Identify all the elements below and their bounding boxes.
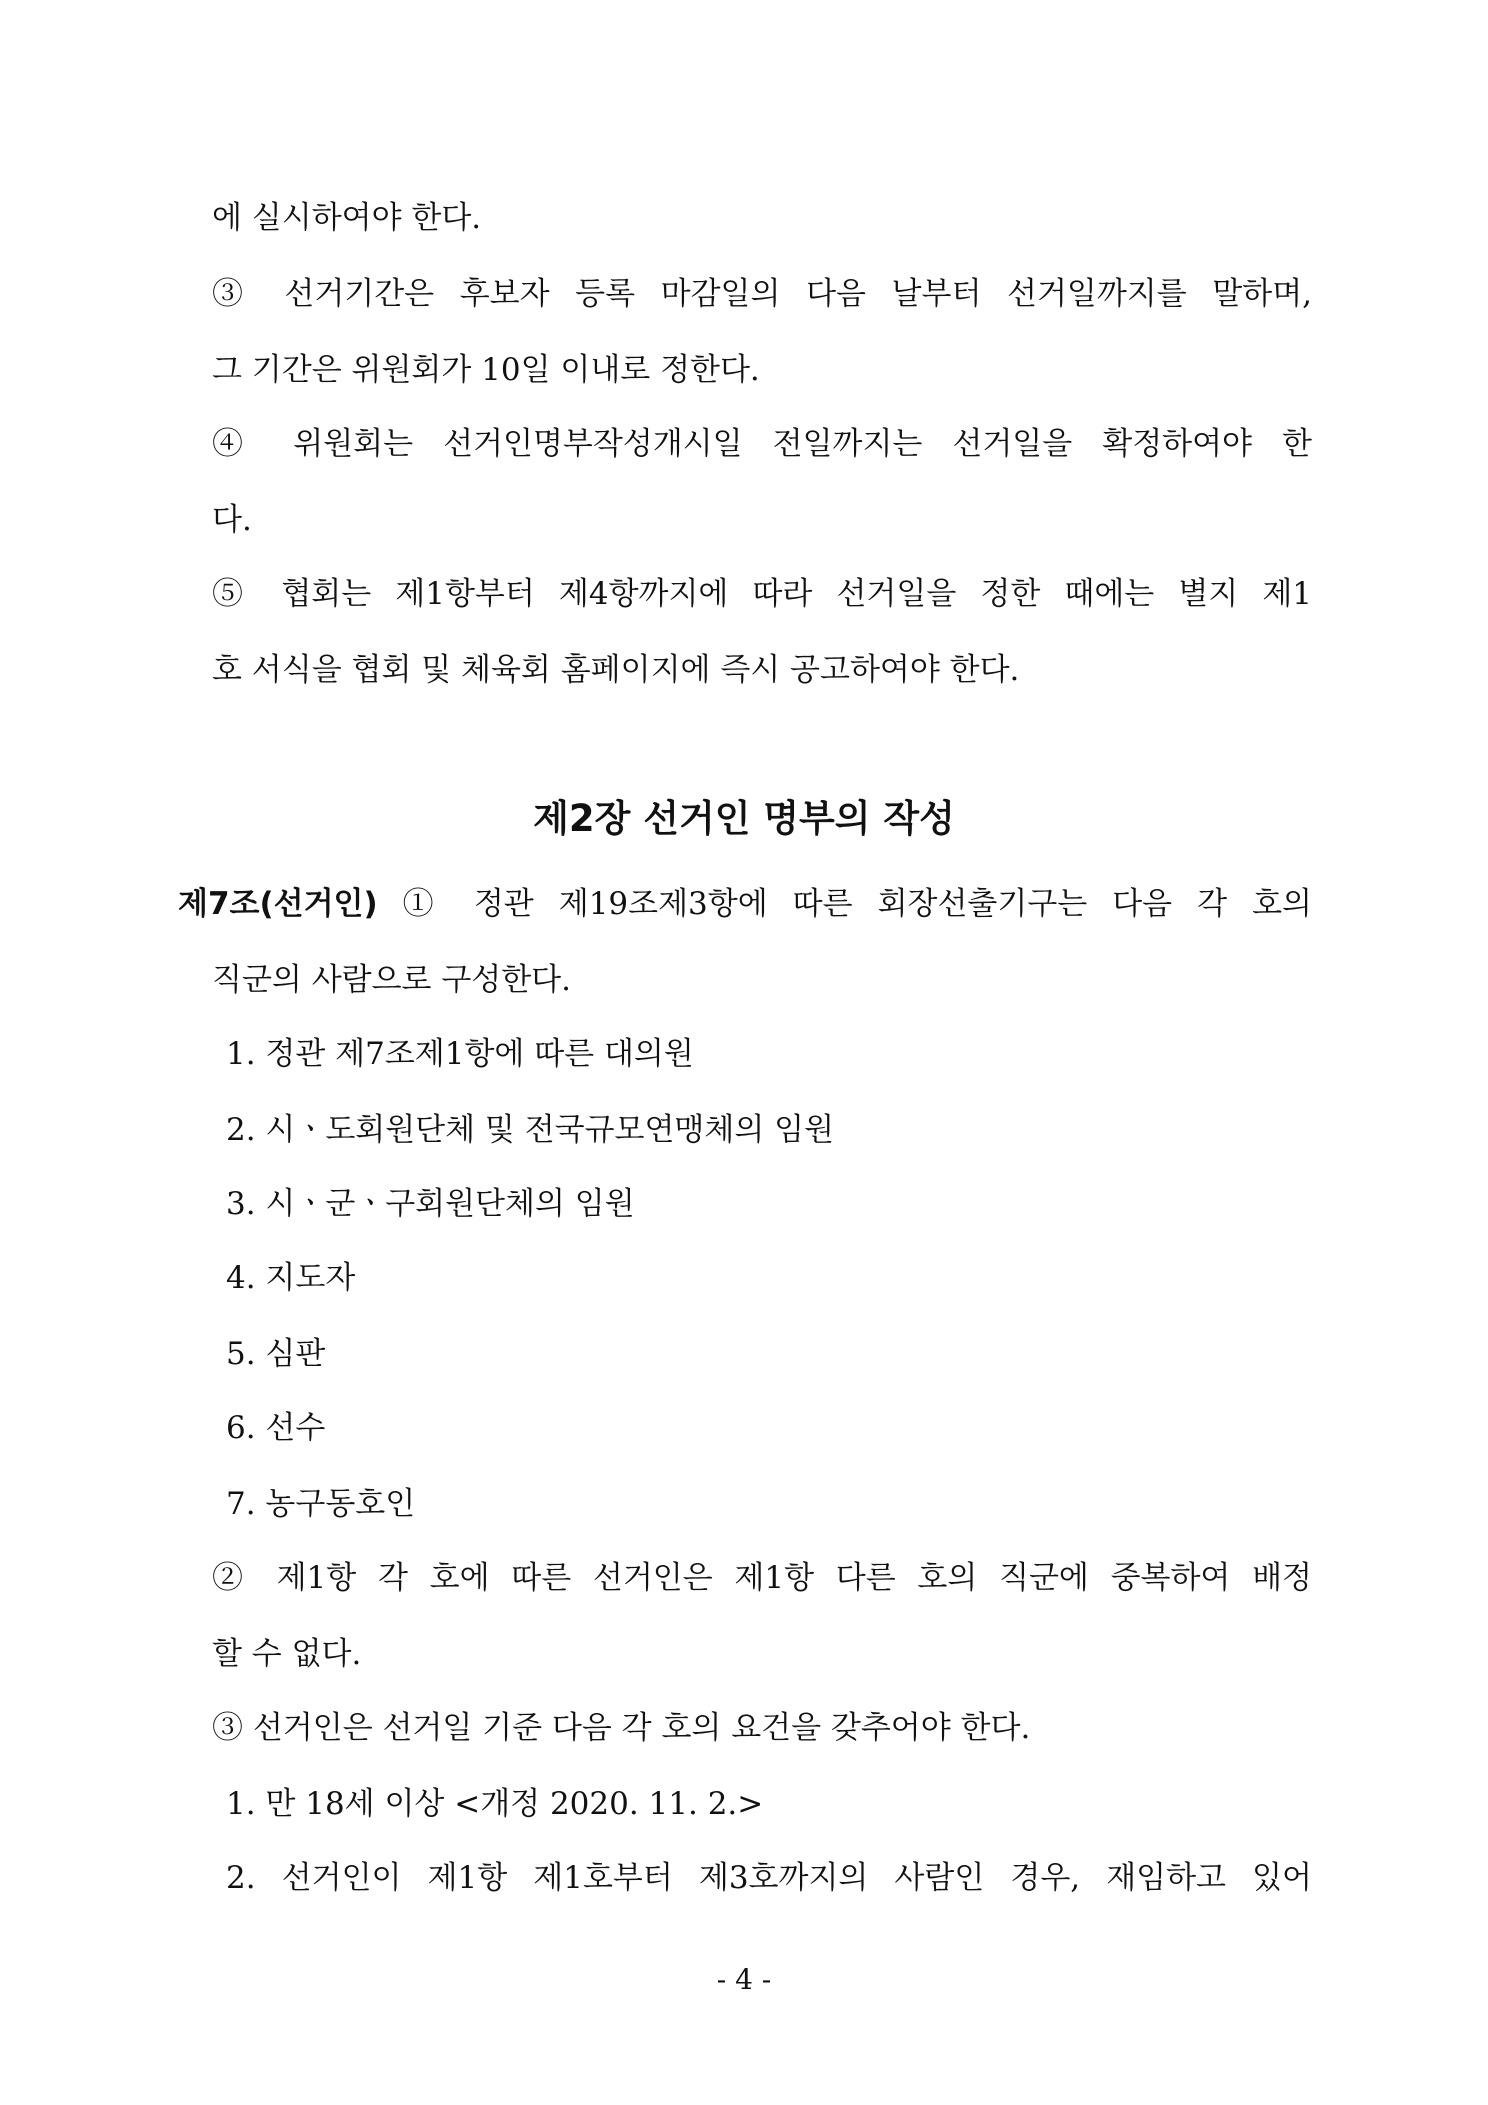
- article-7-line-1: [178, 884, 1312, 924]
- list-item: 1. 정관 제7조제1항에 따른 대의원: [226, 1036, 694, 1072]
- article-7-clause-2-line-1: ② 제1항 각 호에 따른 선거인은 제1항 다른 호의 직군에 중복하여 배정: [212, 1560, 1312, 1596]
- paragraph-3-line-2: 그 기간은 위원회가 10일 이내로 정한다.: [212, 352, 760, 388]
- article-7-clause-1-line-2: 직군의 사람으로 구성한다.: [212, 962, 571, 998]
- requirement-item: 2. 선거인이 제1항 제1호부터 제3호까지의 사람인 경우, 재임하고 있어: [226, 1860, 1312, 1896]
- list-item: 7. 농구동호인: [226, 1486, 416, 1522]
- list-item: 6. 선수: [226, 1410, 326, 1446]
- chapter-heading: 제2장 선거인 명부의 작성: [533, 797, 955, 840]
- list-item: 5. 심판: [226, 1336, 326, 1372]
- article-7-clause-3: ③ 선거인은 선거일 기준 다음 각 호의 요건을 갖추어야 한다.: [212, 1710, 1031, 1746]
- page-number: - 4 -: [716, 1963, 772, 1996]
- paragraph-5-line-1: ⑤ 협회는 제1항부터 제4항까지에 따라 선거일을 정한 때에는 별지 제1: [212, 576, 1312, 612]
- paragraph-5-line-2: 호 서식을 협회 및 체육회 홈페이지에 즉시 공고하여야 한다.: [212, 652, 1020, 688]
- requirement-item: 1. 만 18세 이상 <개정 2020. 11. 2.>: [226, 1786, 764, 1822]
- paragraph-4-line-2: 다.: [212, 502, 252, 538]
- paragraph-3-line-1: ③ 선거기간은 후보자 등록 마감일의 다음 날부터 선거일까지를 말하며,: [212, 276, 1312, 312]
- list-item: 3. 시ㆍ군ㆍ구회원단체의 임원: [226, 1186, 635, 1222]
- article-7-title: 제7조(선거인): [178, 886, 378, 922]
- article-7-clause-1-line-1: ① 정관 제19조제3항에 따른 회장선출기구는 다음 각 호의: [402, 886, 1313, 922]
- list-item: 2. 시ㆍ도회원단체 및 전국규모연맹체의 임원: [226, 1112, 835, 1148]
- paragraph-2-end: 에 실시하여야 한다.: [212, 200, 482, 236]
- article-7-clause-2-line-2: 할 수 없다.: [212, 1636, 362, 1672]
- paragraph-4-line-1: ④ 위원회는 선거인명부작성개시일 전일까지는 선거일을 확정하여야 한: [212, 426, 1312, 462]
- list-item: 4. 지도자: [226, 1260, 356, 1296]
